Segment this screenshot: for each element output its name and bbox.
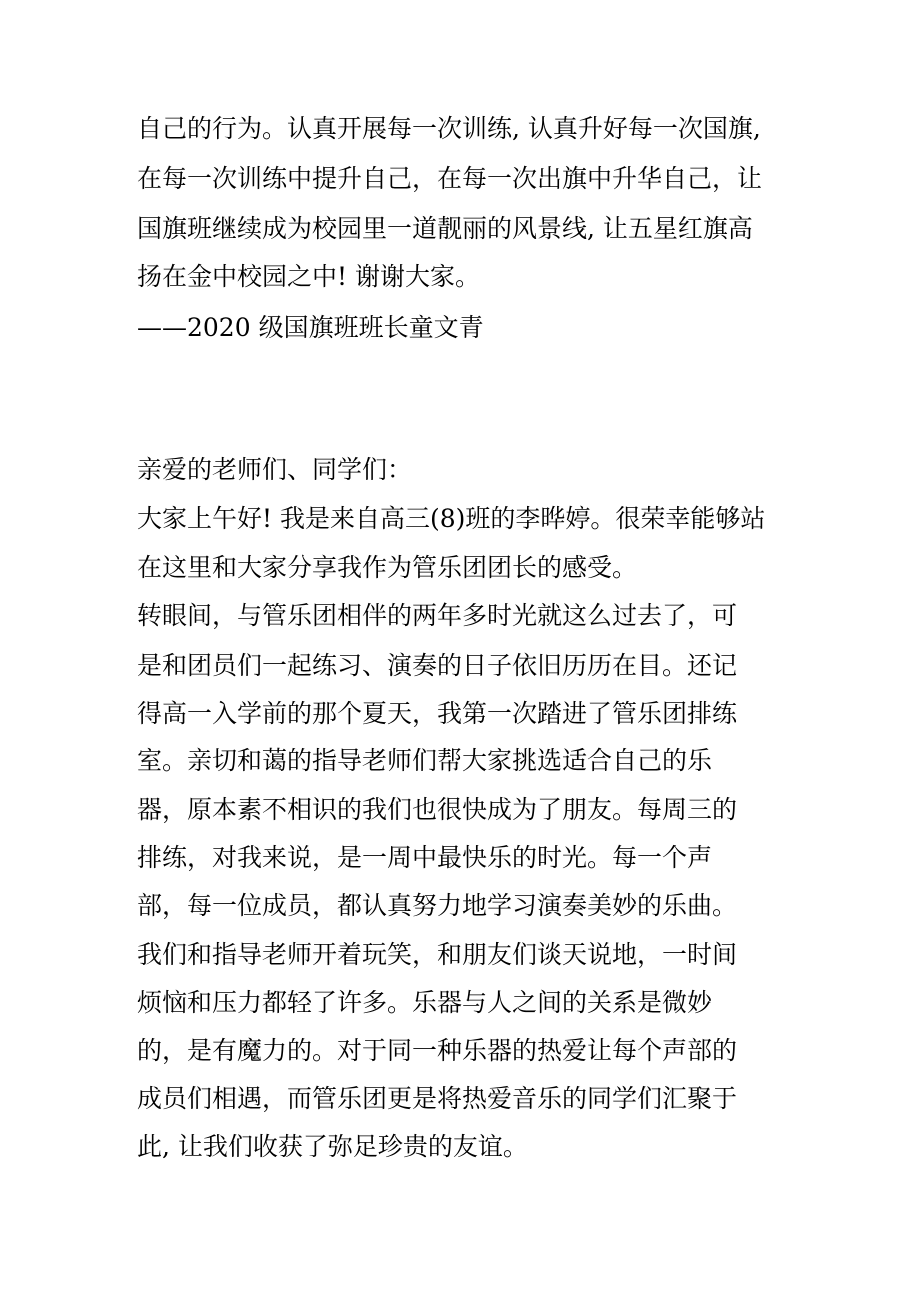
text-line: 我们和指导老师开着玩笑，和朋友们谈天说地，一时间 bbox=[137, 940, 738, 969]
text-line: 是和团员们一起练习、演奏的日子依旧历历在目。还记 bbox=[137, 651, 738, 680]
text-line: 在这里和大家分享我作为管乐团团长的感受。 bbox=[137, 553, 638, 582]
signature-line: ——2020 级国旗班班长童文青 bbox=[137, 313, 484, 342]
text-line: 成员们相遇，而管乐团更是将热爱音乐的同学们汇聚于 bbox=[137, 1084, 738, 1113]
text-line: 扬在金中校园之中! 谢谢大家。 bbox=[137, 262, 480, 291]
text-line: 转眼间，与管乐团相伴的两年多时光就这么过去了，可 bbox=[137, 601, 738, 630]
text-line: 器，原本素不相识的我们也很快成为了朋友。每周三的 bbox=[137, 795, 738, 824]
text-line: 得高一入学前的那个夏天，我第一次踏进了管乐团排练 bbox=[137, 699, 738, 728]
text-line: 国旗班继续成为校园里一道靓丽的风景线, 让五星红旗高 bbox=[137, 214, 753, 243]
text-line: 室。亲切和蔼的指导老师们帮大家挑选适合自己的乐 bbox=[137, 746, 713, 775]
text-line: 大家上午好! 我是来自高三(8)班的李晔婷。很荣幸能够站 bbox=[137, 504, 766, 533]
greeting-line: 亲爱的老师们、同学们： bbox=[137, 455, 413, 484]
text-line: 此, 让我们收获了弥足珍贵的友谊。 bbox=[137, 1132, 528, 1161]
text-line: 烦恼和压力都轻了许多。乐器与人之间的关系是微妙 bbox=[137, 988, 713, 1017]
text-line: 在每一次训练中提升自己，在每一次出旗中升华自己，让 bbox=[137, 164, 763, 193]
text-line: 排练，对我来说，是一周中最快乐的时光。每一个声 bbox=[137, 843, 713, 872]
text-line: 部，每一位成员，都认真努力地学习演奏美妙的乐曲。 bbox=[137, 891, 738, 920]
text-line: 的，是有魔力的。对于同一种乐器的热爱让每个声部的 bbox=[137, 1036, 738, 1065]
text-line: 自己的行为。认真开展每一次训练, 认真升好每一次国旗, bbox=[137, 114, 761, 143]
